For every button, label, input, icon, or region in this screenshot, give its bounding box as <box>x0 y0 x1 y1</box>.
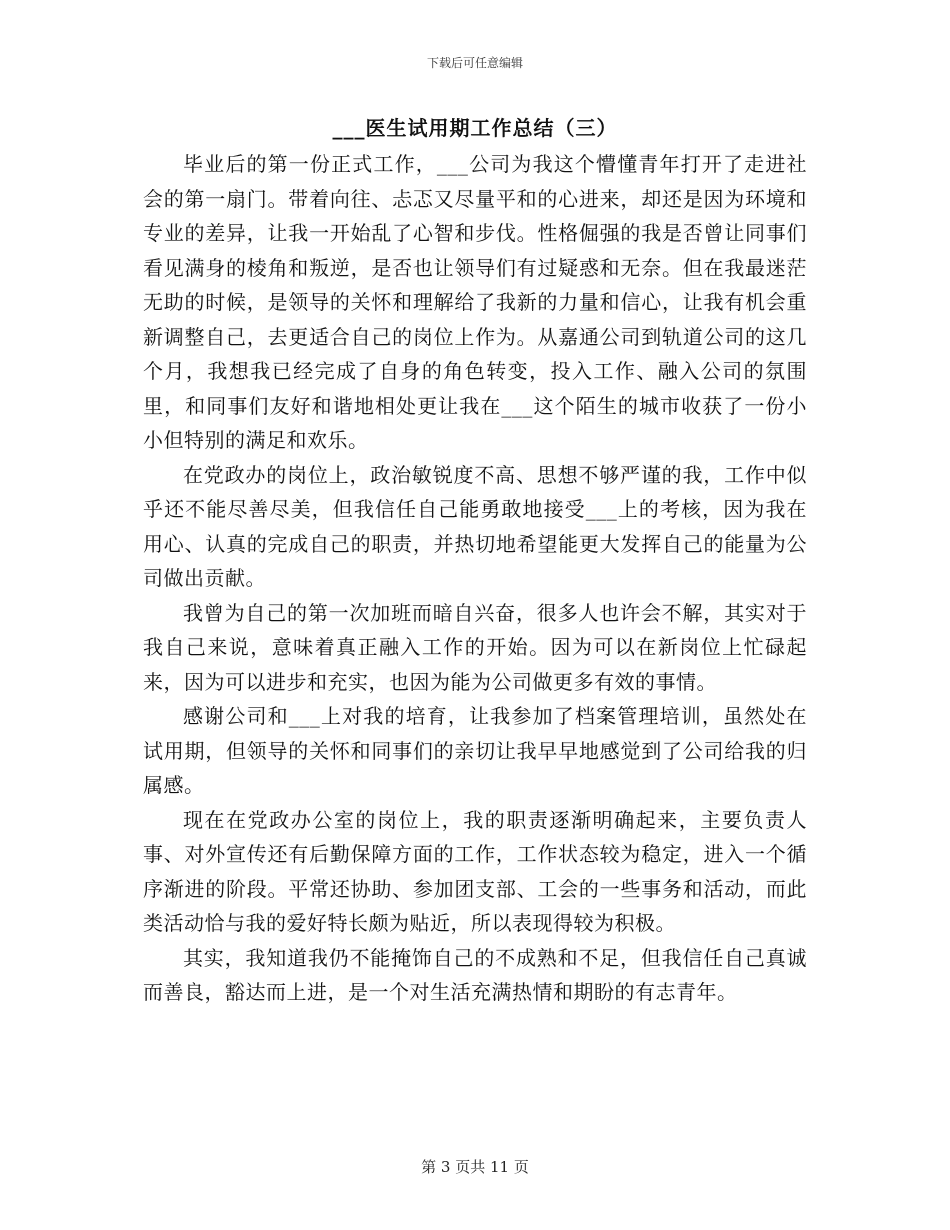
document-body <box>143 147 807 1010</box>
paragraph-3: 我曾为自己的第一次加班而暗自兴奋，很多人也许会不解，其实对于我自己来说，意味着真正融入工作的开始。因为可以在新岗位上忙碌起来，因为可以进步和充实，也因为能为公司做更多有效的事情。 <box>143 600 807 694</box>
paragraph-6: 其实，我知道我仍不能掩饰自己的不成熟和不足，但我信任自己真诚而善良，豁达而上进，是一个对生活充满热情和期盼的有志青年。 <box>143 945 807 1004</box>
document-title: ___医生试用期工作总结（三） <box>332 116 618 140</box>
page-number: 第 3 页共 11 页 <box>421 1158 529 1176</box>
paragraph-2: 在党政办的岗位上，政治敏锐度不高、思想不够严谨的我，工作中似乎还不能尽善尽美，但我信任自己能勇敢地接受___上的考核，因为我在用心、认真的完成自己的职责，并热切地希望能更大发挥自己的能量为公司做出贡献。 <box>143 462 807 590</box>
paragraph-4: 感谢公司和___上对我的培育，让我参加了档案管理培训，虽然处在试用期，但领导的关怀和同事们的亲切让我早早地感觉到了公司给我的归属感。 <box>143 704 807 797</box>
page-header-note: 下载后可任意编辑 <box>426 56 523 70</box>
paragraph-5: 现在在党政办公室的岗位上，我的职责逐渐明确起来，主要负责人事、对外宣传还有后勤保障方面的工作，工作状态较为稳定，进入一个循序渐进的阶段。平常还协助、参加团支部、工会的一些事务和活动，而此类活动恰与我的爱好特长颇为贴近，所以表现得较为积极。 <box>143 807 807 935</box>
paragraph-1: 毕业后的第一份正式工作，___公司为我这个懵懂青年打开了走进社会的第一扇门。带着向往、忐忑又尽量平和的心进来，却还是因为环境和专业的差异，让我一开始乱了心智和步伐。性格倔强的我是否曾让同事们看见满身的棱角和叛逆，是否也让领导们有过疑惑和无奈。但在我最迷茫无助的时候，是领导的关怀和理解给了我新的力量和信心，让我有机会重新调整自己，去更适合自己的岗位上作为。从嘉通公司到轨道公司的这几个月，我想我已经完成了自身的角色转变，投入工作、融入公司的氛围里，和同事们友好和谐地相处更让我在___这个陌生的城市收获了一份小小但特别的满足和欢乐。 <box>143 152 807 452</box>
